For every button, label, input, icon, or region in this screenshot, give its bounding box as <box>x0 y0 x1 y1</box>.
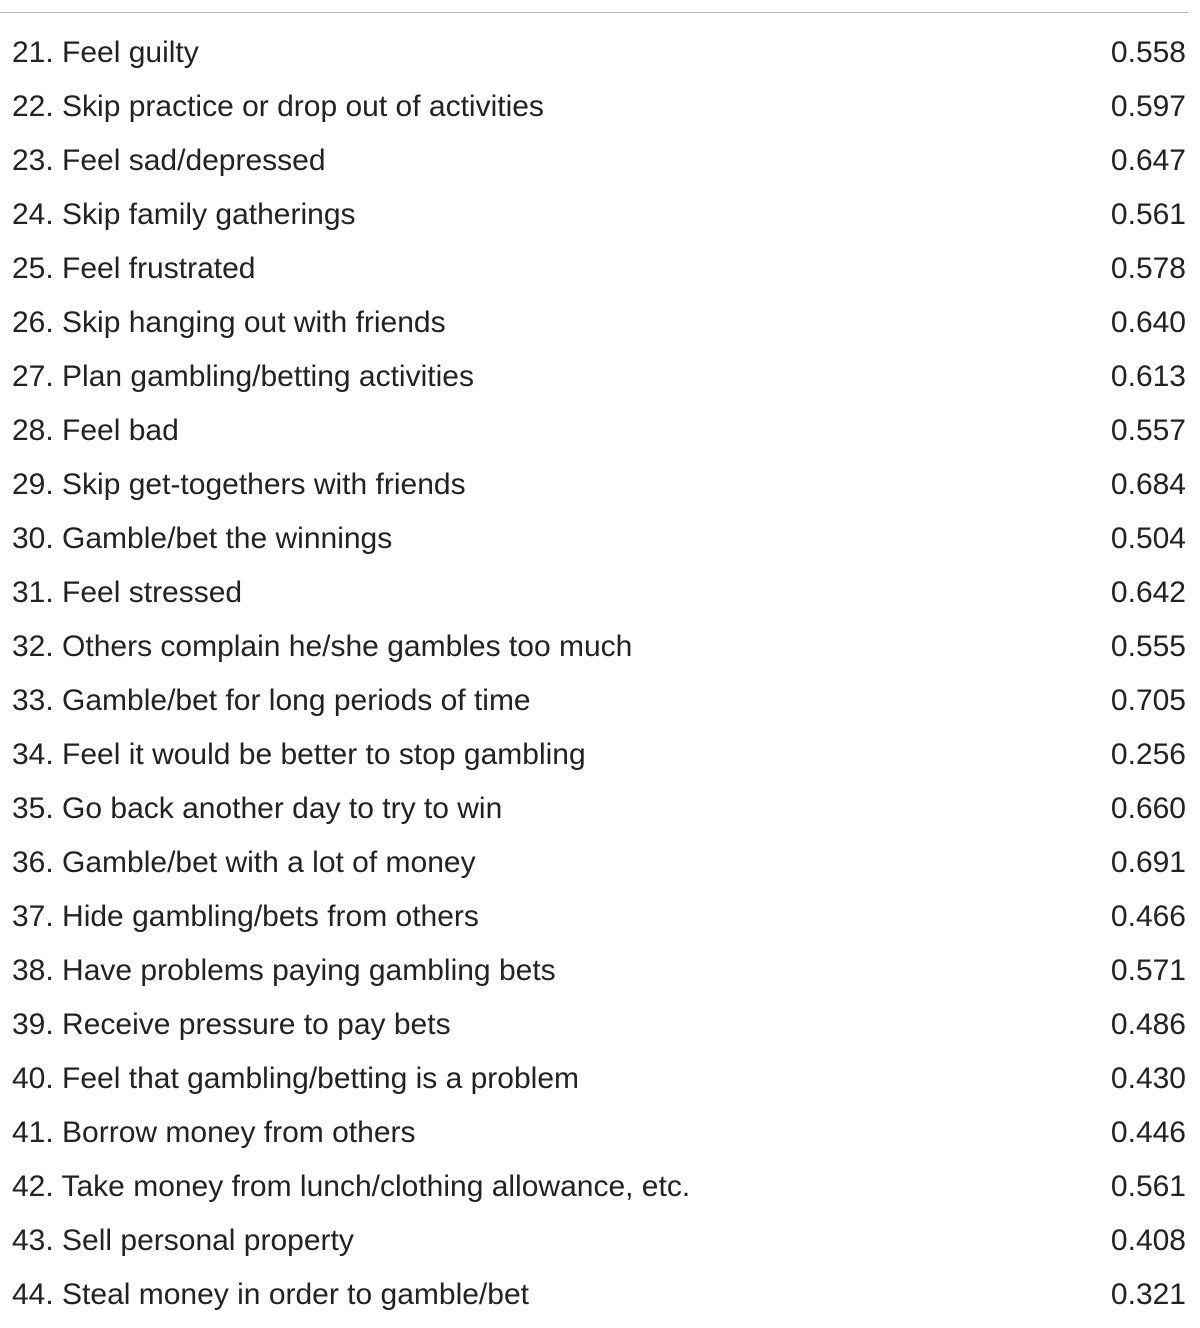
item-value: 0.558 <box>1110 36 1186 69</box>
table-row <box>12 296 1188 350</box>
item-value: 0.557 <box>1110 414 1186 447</box>
table-top-rule <box>0 12 1188 13</box>
item-label: 38. Have problems paying gambling bets <box>12 954 556 987</box>
table-row <box>12 620 1188 674</box>
item-label: 23. Feel sad/depressed <box>12 144 326 177</box>
item-label: 42. Take money from lunch/clothing allowance, etc. <box>12 1170 691 1203</box>
item-value: 0.660 <box>1110 792 1186 825</box>
item-value: 0.430 <box>1110 1062 1186 1095</box>
table-row <box>12 1160 1188 1214</box>
table-row <box>12 26 1188 80</box>
item-label: 31. Feel stressed <box>12 576 243 609</box>
item-value: 0.684 <box>1110 468 1186 501</box>
item-label: 35. Go back another day to try to win <box>12 792 503 825</box>
item-label: 27. Plan gambling/betting activities <box>12 360 474 393</box>
table-row <box>12 1268 1188 1322</box>
item-label: 22. Skip practice or drop out of activities <box>12 90 544 123</box>
item-value: 0.408 <box>1110 1224 1186 1257</box>
item-label: 33. Gamble/bet for long periods of time <box>12 684 531 717</box>
table-row <box>12 512 1188 566</box>
table-row <box>12 242 1188 296</box>
table-row <box>12 350 1188 404</box>
item-label: 34. Feel it would be better to stop gambling <box>12 738 586 771</box>
table-row <box>12 458 1188 512</box>
item-label: 39. Receive pressure to pay bets <box>12 1008 451 1041</box>
item-value: 0.256 <box>1110 738 1186 771</box>
table-row <box>12 1214 1188 1268</box>
item-value: 0.504 <box>1110 522 1186 555</box>
table-row <box>12 890 1188 944</box>
item-value: 0.640 <box>1110 306 1186 339</box>
item-value: 0.486 <box>1110 1008 1186 1041</box>
item-label: 24. Skip family gatherings <box>12 198 356 231</box>
item-label: 25. Feel frustrated <box>12 252 256 285</box>
table-row <box>12 134 1188 188</box>
item-value: 0.466 <box>1110 900 1186 933</box>
item-value: 0.561 <box>1110 198 1186 231</box>
item-label: 37. Hide gambling/bets from others <box>12 900 479 933</box>
item-value: 0.642 <box>1110 576 1186 609</box>
item-value: 0.647 <box>1110 144 1186 177</box>
item-value: 0.561 <box>1110 1170 1186 1203</box>
item-label: 43. Sell personal property <box>12 1224 354 1257</box>
table-row <box>12 1106 1188 1160</box>
item-value: 0.578 <box>1110 252 1186 285</box>
item-label: 26. Skip hanging out with friends <box>12 306 446 339</box>
table-row <box>12 998 1188 1052</box>
table-row <box>12 944 1188 998</box>
item-value: 0.613 <box>1110 360 1186 393</box>
item-label: 30. Gamble/bet the winnings <box>12 522 393 555</box>
table-row <box>12 836 1188 890</box>
table-row <box>12 188 1188 242</box>
table-row <box>12 566 1188 620</box>
table-row <box>12 674 1188 728</box>
item-value: 0.446 <box>1110 1116 1186 1149</box>
item-label: 44. Steal money in order to gamble/bet <box>12 1278 529 1311</box>
item-value: 0.571 <box>1110 954 1186 987</box>
item-label: 40. Feel that gambling/betting is a problem <box>12 1062 579 1095</box>
table-row <box>12 1052 1188 1106</box>
table-row <box>12 782 1188 836</box>
item-label: 28. Feel bad <box>12 414 179 447</box>
item-label: 41. Borrow money from others <box>12 1116 416 1149</box>
item-value: 0.597 <box>1110 90 1186 123</box>
table-row <box>12 80 1188 134</box>
table-row <box>12 728 1188 782</box>
item-value: 0.705 <box>1110 684 1186 717</box>
item-label: 32. Others complain he/she gambles too much <box>12 630 633 663</box>
item-value: 0.555 <box>1110 630 1186 663</box>
item-label: 21. Feel guilty <box>12 36 199 69</box>
item-value: 0.691 <box>1110 846 1186 879</box>
item-label: 29. Skip get-togethers with friends <box>12 468 466 501</box>
item-value: 0.321 <box>1110 1278 1186 1311</box>
data-table <box>12 26 1188 1322</box>
item-label: 36. Gamble/bet with a lot of money <box>12 846 476 879</box>
table-row <box>12 404 1188 458</box>
